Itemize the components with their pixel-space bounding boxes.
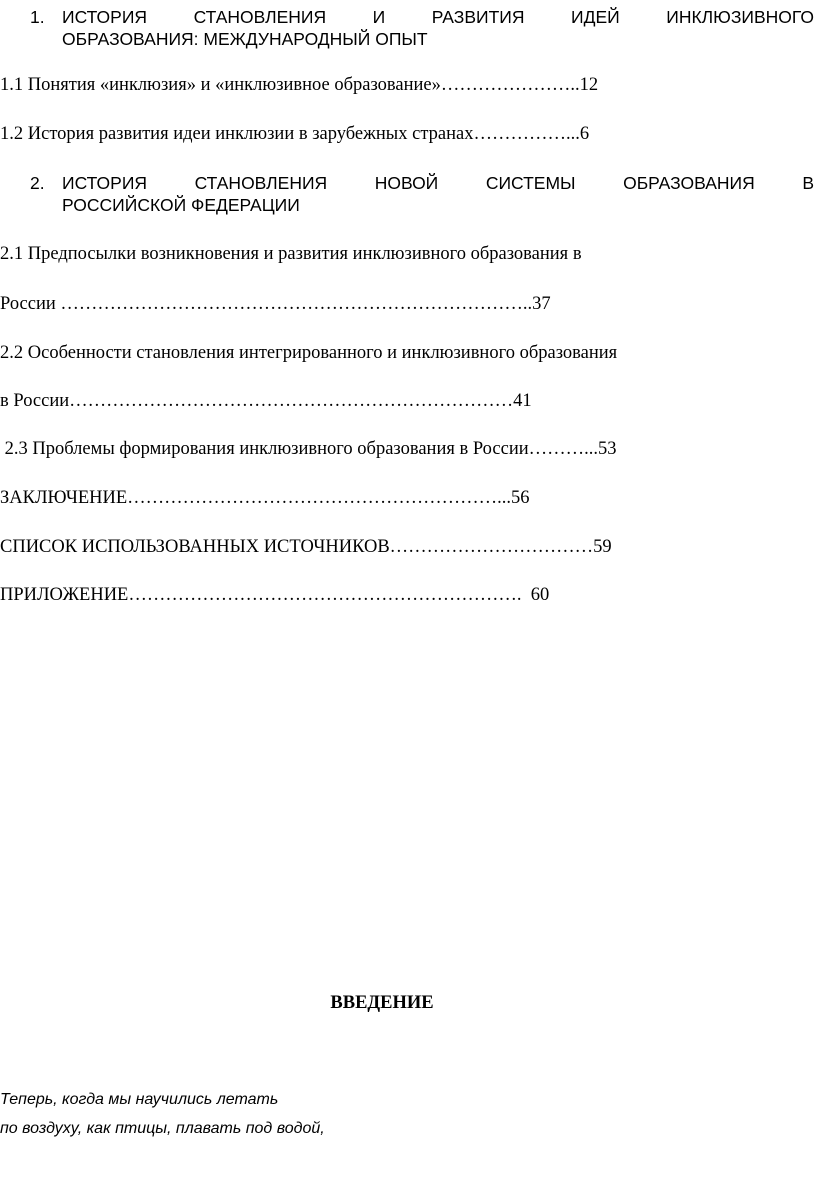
toc-item-2-2-line2: в России………………………………………………………………41 xyxy=(0,391,532,411)
toc-item-2-1-line1: 2.1 Предпосылки возникновения и развития инклюзивного образования в xyxy=(0,244,582,264)
toc-references: СПИСОК ИСПОЛЬЗОВАННЫХ ИСТОЧНИКОВ……………………………59 xyxy=(0,537,612,557)
toc-section-1-number: 1. xyxy=(30,7,45,27)
toc-item-2-2-line1: 2.2 Особенности становления интегрированного и инклюзивного образования xyxy=(0,343,618,363)
toc-conclusion: ЗАКЛЮЧЕНИЕ……………………………………………………...56 xyxy=(0,488,530,508)
epigraph-line-1: Теперь, когда мы научились летать xyxy=(0,1091,279,1108)
toc-item-1-1: 1.1 Понятия «инклюзия» и «инклюзивное образование»…………………..12 xyxy=(0,75,599,95)
toc-section-2-number: 2. xyxy=(30,173,45,193)
intro-heading: ВВЕДЕНИЕ xyxy=(330,993,434,1013)
epigraph-line-2: по воздуху, как птицы, плавать под водой, xyxy=(0,1120,325,1137)
toc-section-2 xyxy=(30,172,814,216)
toc-section-1 xyxy=(30,6,814,50)
toc-appendix: ПРИЛОЖЕНИЕ………………………………………………………. 60 xyxy=(0,585,550,605)
toc-item-2-3: 2.3 Проблемы формирования инклюзивного образования в России………...53 xyxy=(0,439,617,459)
toc-item-2-1-line2: России …………………………………………………………………..37 xyxy=(0,294,551,314)
toc-section-2-title-line2: РОССИЙСКОЙ ФЕДЕРАЦИИ xyxy=(62,195,300,215)
toc-section-1-title-line2: ОБРАЗОВАНИЯ: МЕЖДУНАРОДНЫЙ ОПЫТ xyxy=(62,29,428,49)
toc-section-1-title-line1: ИСТОРИЯ СТАНОВЛЕНИЯ И РАЗВИТИЯ ИДЕЙ ИНКЛЮЗИВНОГО xyxy=(62,7,814,27)
toc-item-1-2: 1.2 История развития идеи инклюзии в зарубежных странах……………...6 xyxy=(0,124,590,144)
toc-section-2-title-line1: ИСТОРИЯ СТАНОВЛЕНИЯ НОВОЙ СИСТЕМЫ ОБРАЗОВАНИЯ В xyxy=(62,173,814,193)
